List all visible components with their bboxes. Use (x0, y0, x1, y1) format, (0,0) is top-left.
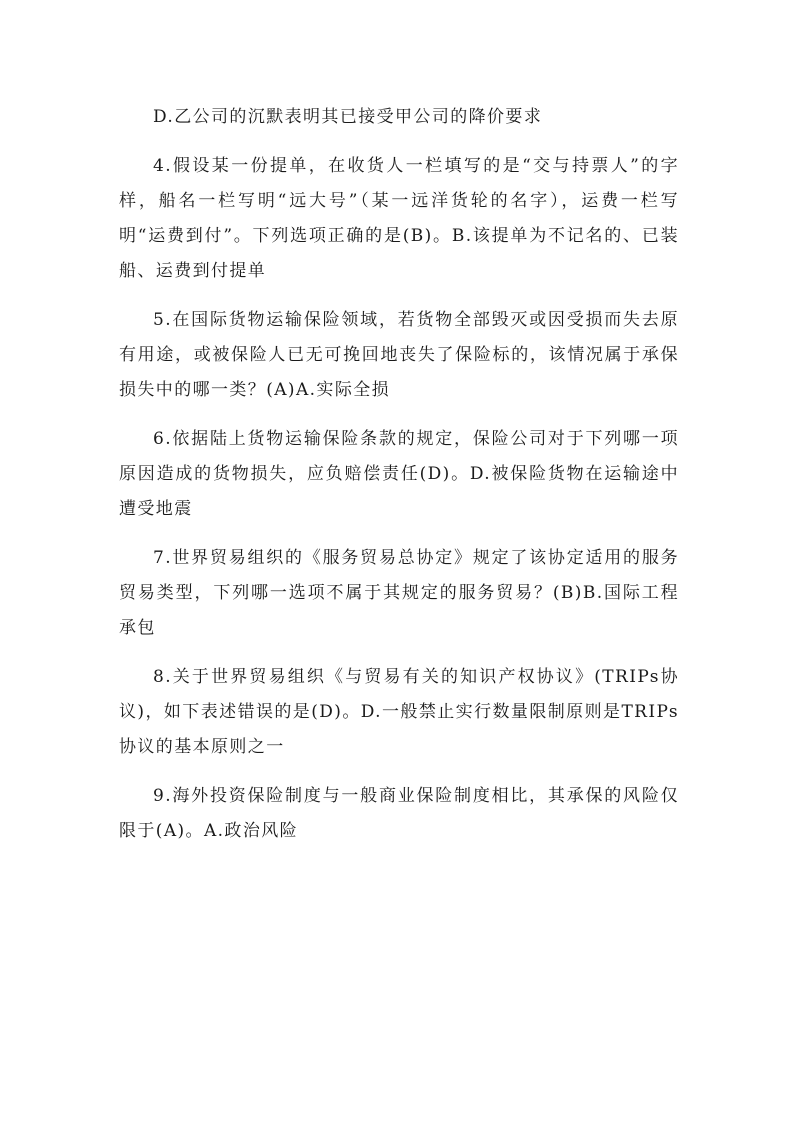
paragraph-question-5: 5.在国际货物运输保险领域，若货物全部毁灭或因受损而失去原有用途，或被保险人已无可挽回地丧失了保险标的，该情况属于承保损失中的哪一类？(A)A.实际全损 (119, 310, 679, 400)
paragraph-question-6: 6.依据陆上货物运输保险条款的规定，保险公司对于下列哪一项原因造成的货物损失，应负赔偿责任(D)。D.被保险货物在运输途中遭受地震 (119, 429, 679, 519)
document-body (119, 100, 679, 863)
paragraph-question-8: 8.关于世界贸易组织《与贸易有关的知识产权协议》(TRIPs协议)，如下表述错误的是(D)。D.一般禁止实行数量限制原则是TRIPs协议的基本原则之一 (119, 667, 679, 757)
paragraph-question-4: 4.假设某一份提单，在收货人一栏填写的是“交与持票人”的字样，船名一栏写明“远大号”（某一远洋货轮的名字），运费一栏写明“运费到付”。下列选项正确的是(B)。B.该提单为不记名的、已装船、运费到付提单 (119, 156, 679, 281)
paragraph-question-7: 7.世界贸易组织的《服务贸易总协定》规定了该协定适用的服务贸易类型，下列哪一选项不属于其规定的服务贸易？(B)B.国际工程承包 (119, 548, 679, 638)
paragraph-option-d: D.乙公司的沉默表明其已接受甲公司的降价要求 (153, 107, 543, 127)
paragraph-question-9: 9.海外投资保险制度与一般商业保险制度相比，其承保的风险仅限于(A)。A.政治风险 (119, 786, 679, 841)
